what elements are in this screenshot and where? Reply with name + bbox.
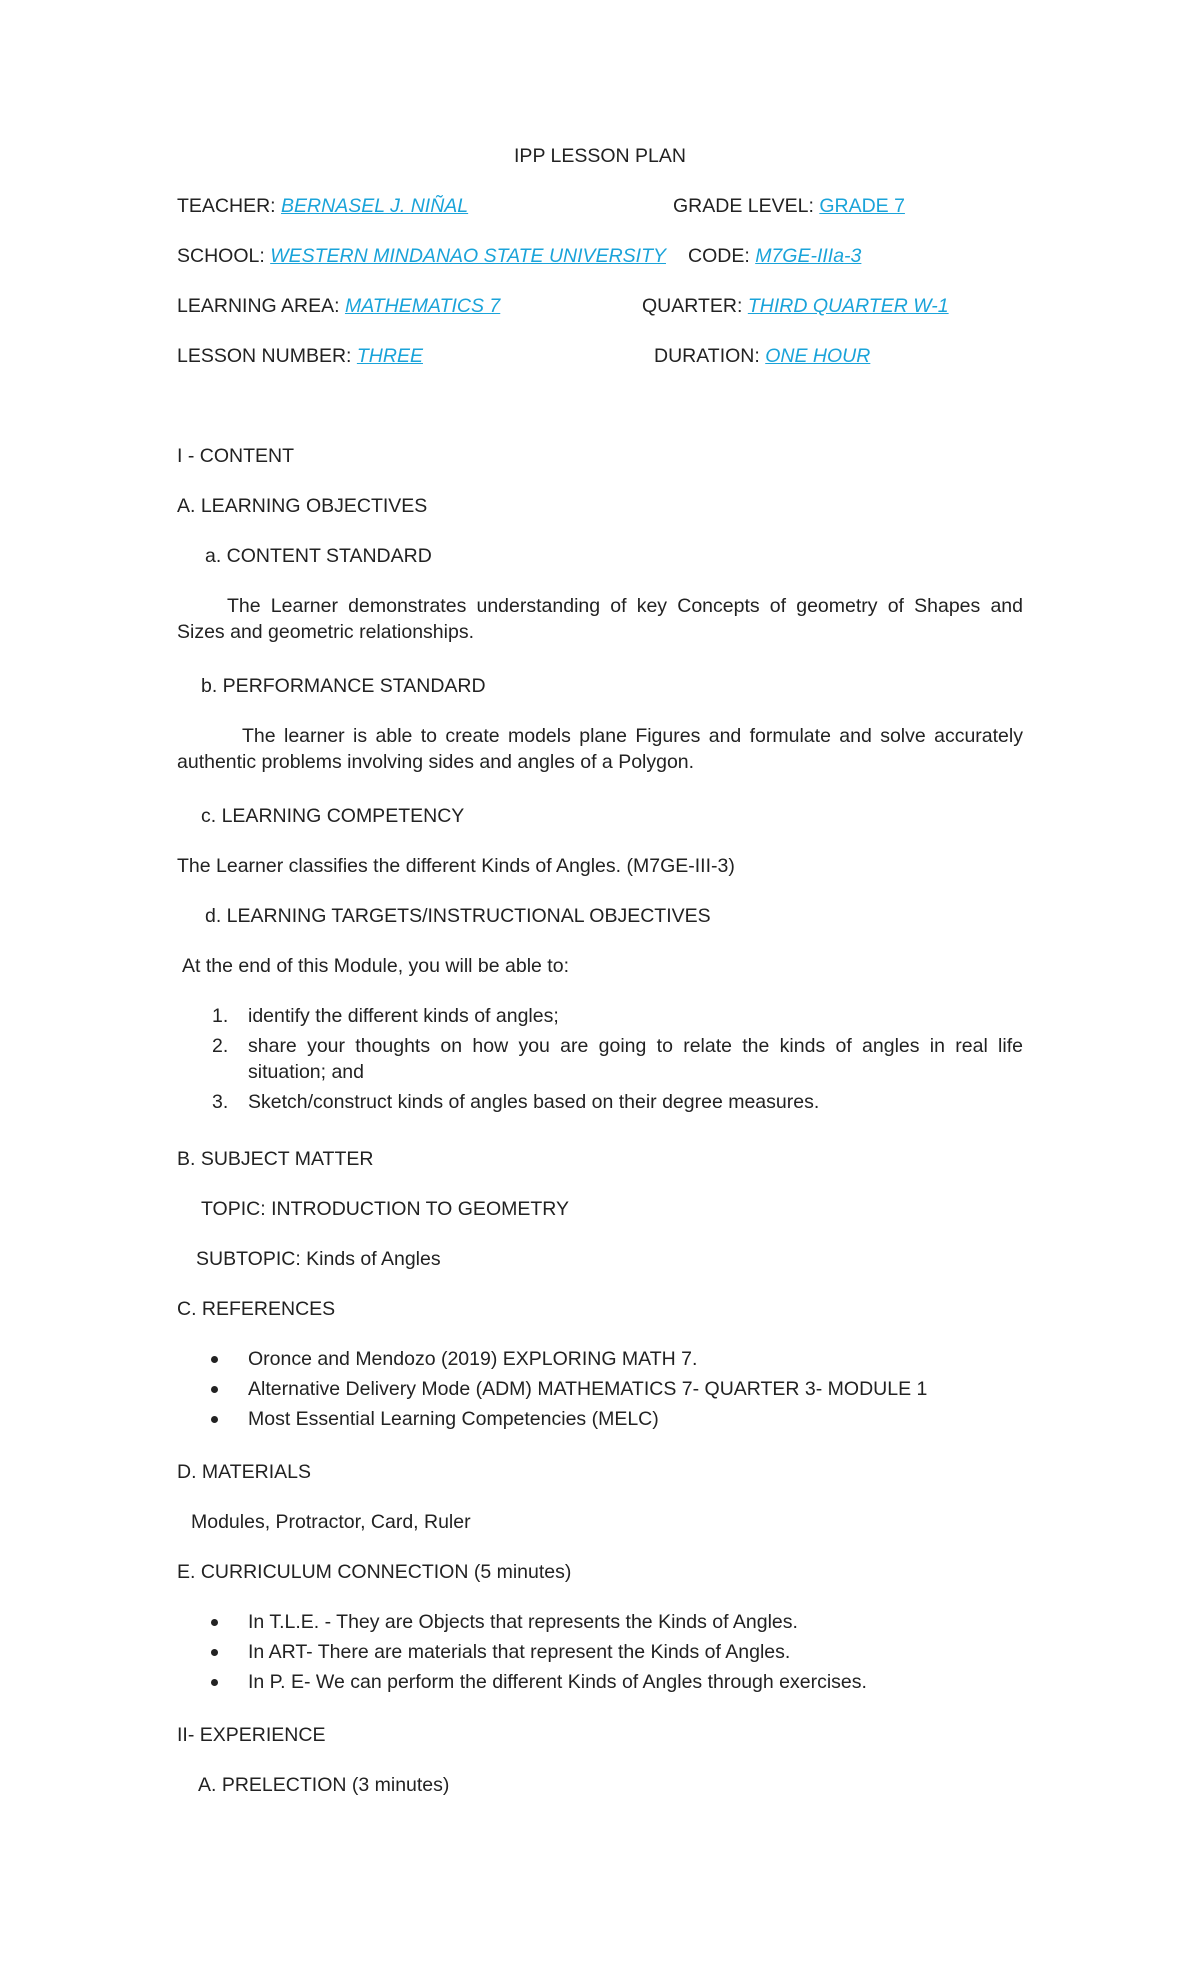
list-item [177,1033,1023,1085]
list-item [177,1669,1023,1699]
school-field [177,243,666,269]
bullet-icon [211,1386,218,1393]
targets-list [177,1003,1023,1115]
grade-value: GRADE 7 [819,195,905,217]
list-text: share your thoughts on how you are going to relate the kinds of angles in real life situation; and [248,1035,1023,1083]
page-title: IPP LESSON PLAN [514,145,686,167]
list-item [177,1089,1023,1115]
content-standard-heading: a. CONTENT STANDARD [205,545,432,567]
grade-label: GRADE LEVEL: [673,195,820,217]
code-field [688,243,861,269]
quarter-field [642,293,949,319]
references-heading: C. REFERENCES [177,1298,336,1320]
list-number: 3. [212,1091,229,1113]
list-text: In ART- There are materials that represent the Kinds of Angles. [248,1641,791,1663]
list-item [177,1346,1023,1376]
list-item [177,1639,1023,1669]
bullet-icon [211,1649,218,1656]
list-text: Oronce and Mendozo (2019) EXPLORING MATH 7. [248,1348,698,1370]
bullet-icon [211,1679,218,1686]
materials-heading: D. MATERIALS [177,1461,311,1483]
list-text: In P. E- We can perform the different Kinds of Angles through exercises. [248,1671,867,1693]
objectives-heading: A. LEARNING OBJECTIVES [177,495,428,517]
targets-heading: d. LEARNING TARGETS/INSTRUCTIONAL OBJECTIVES [205,905,711,927]
duration-label: DURATION: [654,345,766,367]
materials-text: Modules, Protractor, Card, Ruler [191,1511,471,1533]
performance-text: The learner is able to create models plane Figures and formulate and solve accurately authentic problems involving sides and angles of a Polygon. [177,725,1023,773]
performance-heading: b. PERFORMANCE STANDARD [201,675,486,697]
subject-heading: B. SUBJECT MATTER [177,1148,374,1170]
list-item [177,1406,1023,1436]
references-list [177,1346,1023,1436]
subject-subtopic: SUBTOPIC: Kinds of Angles [196,1248,441,1270]
list-number: 2. [212,1035,229,1057]
targets-intro: At the end of this Module, you will be able to: [182,955,569,977]
duration-value: ONE HOUR [765,345,871,367]
code-value: M7GE-IIIa-3 [755,245,862,267]
list-item [177,1609,1023,1639]
quarter-label: QUARTER: [642,295,748,317]
area-value: MATHEMATICS 7 [344,295,501,317]
content-heading: I - CONTENT [177,445,294,467]
school-label: SCHOOL: [177,245,271,267]
bullet-icon [211,1356,218,1363]
lesson-label: LESSON NUMBER: [177,345,357,367]
list-number: 1. [212,1005,229,1027]
list-text: Sketch/construct kinds of angles based on their degree measures. [248,1091,820,1113]
lesson-value: THREE [356,345,423,367]
area-label: LEARNING AREA: [177,295,345,317]
experience-heading: II- EXPERIENCE [177,1724,326,1746]
list-text: Most Essential Learning Competencies (MELC) [248,1408,659,1430]
curriculum-list [177,1609,1023,1699]
grade-field [673,193,905,219]
prelection-heading: A. PRELECTION (3 minutes) [198,1774,450,1796]
code-label: CODE: [688,245,756,267]
teacher-value: BERNASEL J. NIÑAL [281,195,469,217]
lesson-field [177,343,423,369]
content-standard-text: The Learner demonstrates understanding of key Concepts of geometry of Shapes and Sizes and geometric relationships. [177,595,1023,643]
competency-heading: c. LEARNING COMPETENCY [201,805,465,827]
list-text: Alternative Delivery Mode (ADM) MATHEMATICS 7- QUARTER 3- MODULE 1 [248,1378,928,1400]
teacher-field [177,193,468,219]
subject-topic: TOPIC: INTRODUCTION TO GEOMETRY [201,1198,570,1220]
list-item [177,1003,1023,1029]
list-text: identify the different kinds of angles; [248,1005,559,1027]
bullet-icon [211,1619,218,1626]
school-value: WESTERN MINDANAO STATE UNIVERSITY [270,245,666,267]
area-field [177,293,500,319]
quarter-value: THIRD QUARTER W-1 [747,295,949,317]
competency-text: The Learner classifies the different Kinds of Angles. (M7GE-III-3) [177,855,735,877]
bullet-icon [211,1416,218,1423]
teacher-label: TEACHER: [177,195,282,217]
curriculum-heading: E. CURRICULUM CONNECTION (5 minutes) [177,1561,572,1583]
duration-field [654,343,870,369]
list-text: In T.L.E. - They are Objects that represents the Kinds of Angles. [248,1611,798,1633]
list-item [177,1376,1023,1406]
